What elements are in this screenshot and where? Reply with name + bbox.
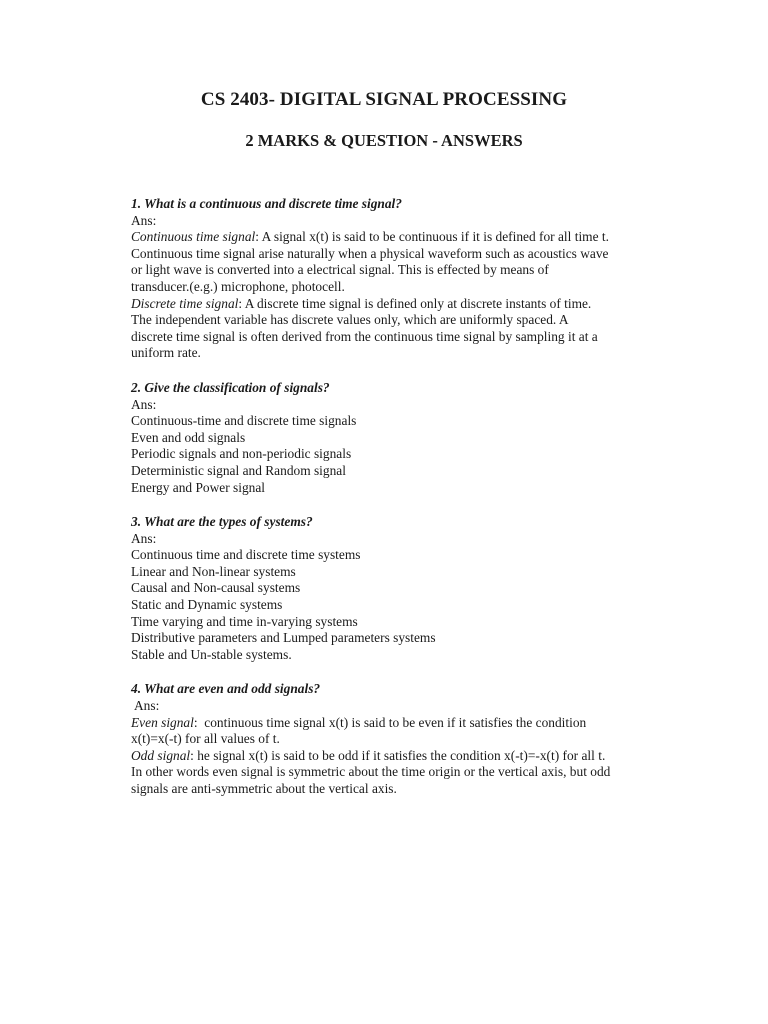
discrete-signal-definition	[131, 296, 691, 362]
document-content	[131, 196, 691, 816]
definition-line: Continuous time signal arise naturally when a physical waveform such as acoustics wave	[131, 245, 609, 261]
list-item: Stable and Un-stable systems.	[131, 646, 292, 662]
list-item: Distributive parameters and Lumped parameters systems	[131, 630, 436, 646]
question-4-section	[131, 681, 691, 797]
definition-line: uniform rate.	[131, 345, 201, 361]
term-even-signal: Even signal	[131, 714, 194, 730]
continuous-signal-definition	[131, 229, 691, 295]
document-title: CS 2403- DIGITAL SIGNAL PROCESSING	[200, 89, 568, 110]
definition-text: : A discrete time signal is defined only at discrete instants of time.	[238, 295, 592, 311]
definition-line	[131, 229, 691, 246]
definition-text: : continuous time signal x(t) is said to be even if it satisfies the condition	[193, 714, 587, 730]
question-3-heading: 3. What are the types of systems?	[131, 514, 313, 530]
term-odd-signal: Odd signal	[131, 747, 191, 763]
signal-classification-list	[131, 413, 691, 496]
odd-signal-definition	[131, 748, 691, 798]
system-types-list	[131, 547, 691, 663]
definition-line: The independent variable has discrete values only, which are uniformly spaced. A	[131, 312, 569, 328]
definition-line	[131, 748, 691, 765]
question-1-section	[131, 196, 691, 362]
list-item: Continuous time and discrete time systems	[131, 547, 361, 563]
list-item: Periodic signals and non-periodic signals	[131, 446, 352, 462]
definition-text: : A signal x(t) is said to be continuous if it is defined for all time t.	[255, 229, 609, 245]
term-discrete-time-signal: Discrete time signal	[131, 295, 239, 311]
question-2-section	[131, 380, 691, 496]
list-item: Causal and Non-causal systems	[131, 580, 301, 596]
list-item: Even and odd signals	[131, 429, 246, 445]
definition-line: or light wave is converted into a electrical signal. This is effected by means of	[131, 262, 549, 278]
definition-line: transducer.(e.g.) microphone, photocell.	[131, 278, 345, 294]
answer-label: Ans:	[134, 698, 160, 714]
list-item: Linear and Non-linear systems	[131, 563, 296, 579]
definition-line: signals are anti-symmetric about the vertical axis.	[131, 781, 397, 796]
question-2-heading: 2. Give the classification of signals?	[131, 379, 330, 395]
list-item: Continuous-time and discrete time signals	[131, 413, 357, 429]
question-1-heading: 1. What is a continuous and discrete time signal?	[131, 196, 402, 211]
answer-label: Ans:	[131, 530, 157, 546]
definition-line: x(t)=x(-t) for all values of t.	[131, 731, 280, 747]
term-continuous-time-signal: Continuous time signal	[131, 229, 256, 245]
definition-line: discrete time signal is often derived from the continuous time signal by sampling it at a	[131, 328, 598, 344]
question-4-heading: 4. What are even and odd signals?	[131, 681, 321, 697]
list-item: Energy and Power signal	[131, 479, 266, 495]
question-3-section	[131, 514, 691, 663]
list-item: Deterministic signal and Random signal	[131, 462, 346, 478]
document-subtitle: 2 MARKS & QUESTION - ANSWERS	[245, 131, 523, 150]
definition-line	[131, 715, 691, 732]
answer-label: Ans:	[131, 212, 157, 228]
answer-label: Ans:	[131, 396, 157, 412]
definition-text: : he signal x(t) is said to be odd if it satisfies the condition x(-t)=-x(t) for all t.	[190, 747, 606, 763]
definition-line: In other words even signal is symmetric about the time origin or the vertical axis, but odd	[131, 764, 611, 780]
list-item: Static and Dynamic systems	[131, 597, 283, 613]
definition-line	[131, 296, 691, 313]
list-item: Time varying and time in-varying systems	[131, 613, 358, 629]
even-signal-definition	[131, 715, 691, 748]
